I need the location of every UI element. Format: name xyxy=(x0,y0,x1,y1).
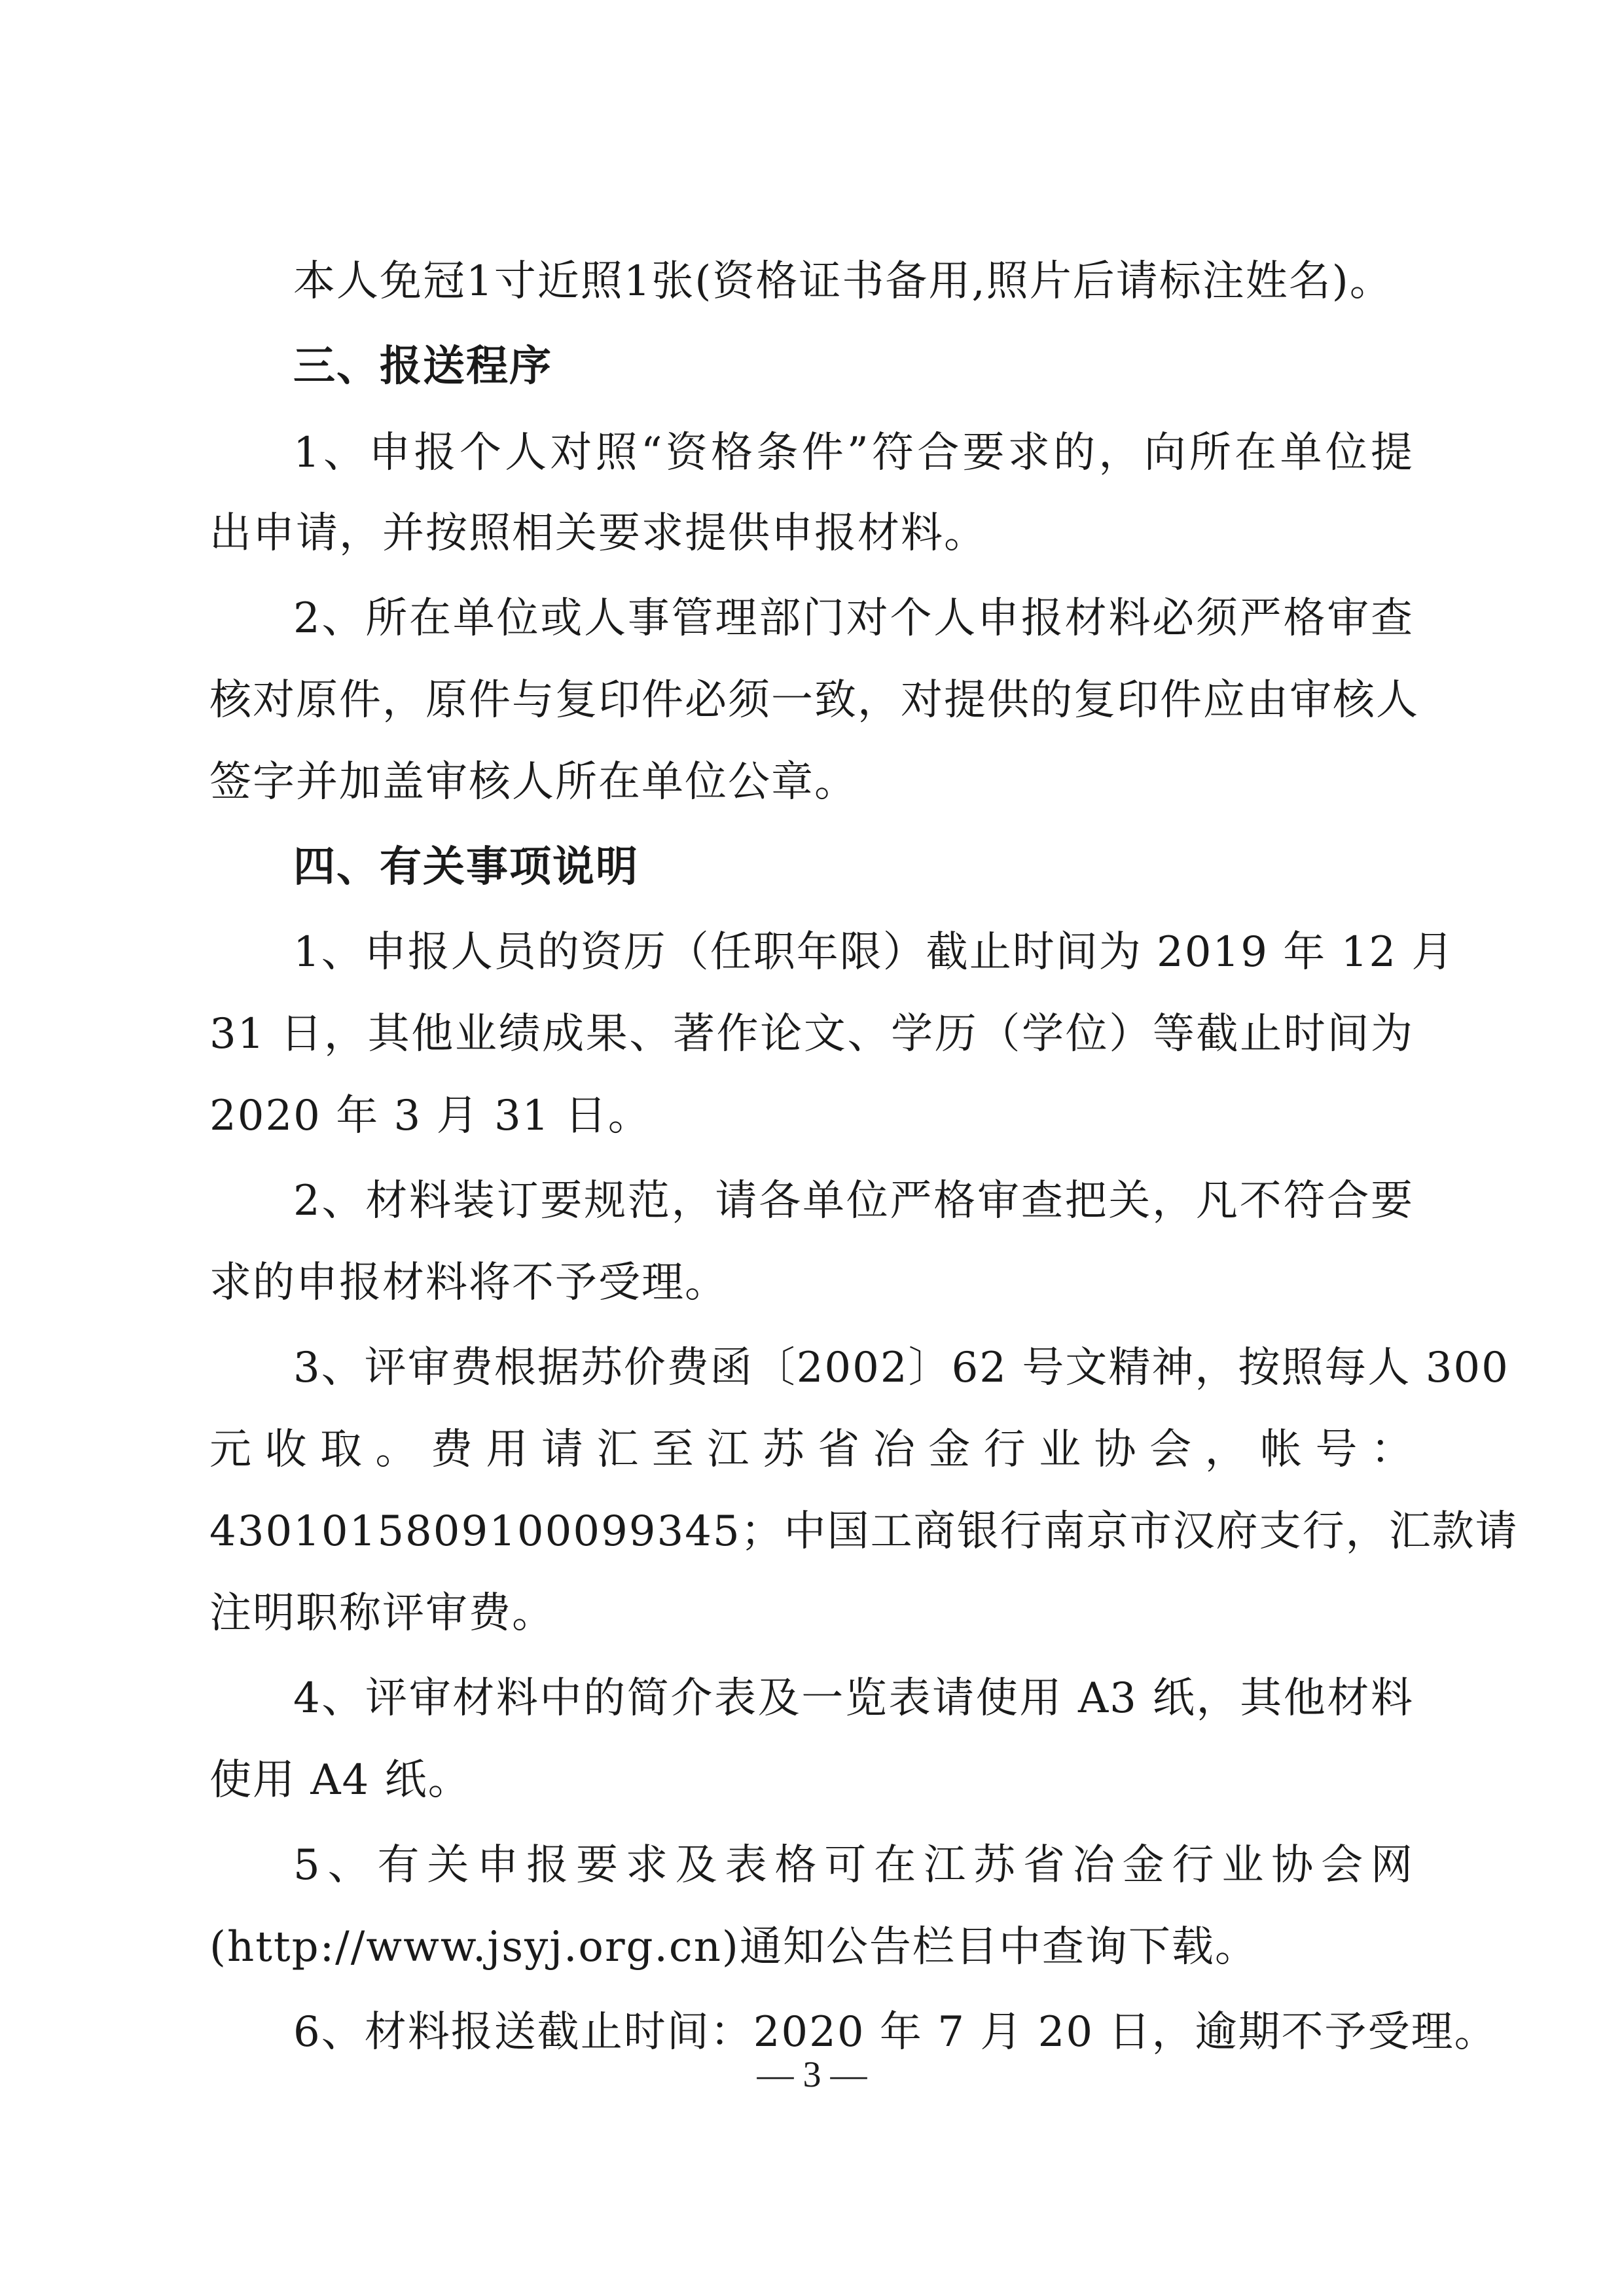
text-line: 6、材料报送截止时间：2020 年 7 月 20 日，逾期不予受理。 xyxy=(293,2008,1498,2056)
section-heading-4: 四、有关事项说明 xyxy=(293,843,639,891)
text-line: 1、申报人员的资历（任职年限）截止时间为 2019 年 12 月 xyxy=(293,928,1455,977)
text-line: 1、申报个人对照“资格条件”符合要求的，向所在单位提 xyxy=(293,429,1414,477)
text-line: 2、材料装订要规范，请各单位严格审查把关，凡不符合要 xyxy=(293,1177,1414,1225)
page-number: — 3 — xyxy=(757,2054,867,2095)
text-line: 出申请，并按照相关要求提供申报材料。 xyxy=(209,509,987,558)
text-line: 使用 A4 纸。 xyxy=(209,1756,471,1804)
text-line: 注明职称评审费。 xyxy=(209,1589,555,1638)
text-line: 31 日，其他业绩成果、著作论文、学历（学位）等截止时间为 xyxy=(209,1010,1414,1058)
text-line: 4、评审材料中的简介表及一览表请使用 A3 纸，其他材料 xyxy=(293,1674,1414,1723)
text-line: 430101580910009934​5；中国工商银行南京市汉府支行，汇款请 xyxy=(209,1507,1519,1556)
text-line: 核对原件，原件与复印件必须一致，对提供的复印件应由审核人 xyxy=(209,676,1419,725)
text-line: 求的申报材料将不予受理。 xyxy=(209,1259,728,1307)
text-line: 签字并加盖审核人所在单位公章。 xyxy=(209,758,857,806)
text-line: 3、评审费根据苏价费函〔2002〕62 号文精神，按照每人 300 xyxy=(293,1344,1509,1392)
text-line: 2、所在单位或人事管理部门对个人申报材料必须严格审查 xyxy=(293,594,1414,643)
text-line: 5、有关申报要求及表格可在江苏省冶金行业协会网 xyxy=(293,1841,1414,1890)
text-line: 元收取。费用请汇至江苏省冶金行业协会，帐号： xyxy=(209,1426,1414,1474)
section-heading-3: 三、报送程序 xyxy=(293,342,552,391)
text-line: 本人免冠1寸近照1张(资格证书备用,照片后请标注姓名)。 xyxy=(293,257,1393,306)
text-line: 2020 年 3 月 31 日。 xyxy=(209,1092,651,1140)
text-line: (http://www.jsyj.org.cn)通知公告栏目中查询下载。 xyxy=(209,1923,1258,1971)
